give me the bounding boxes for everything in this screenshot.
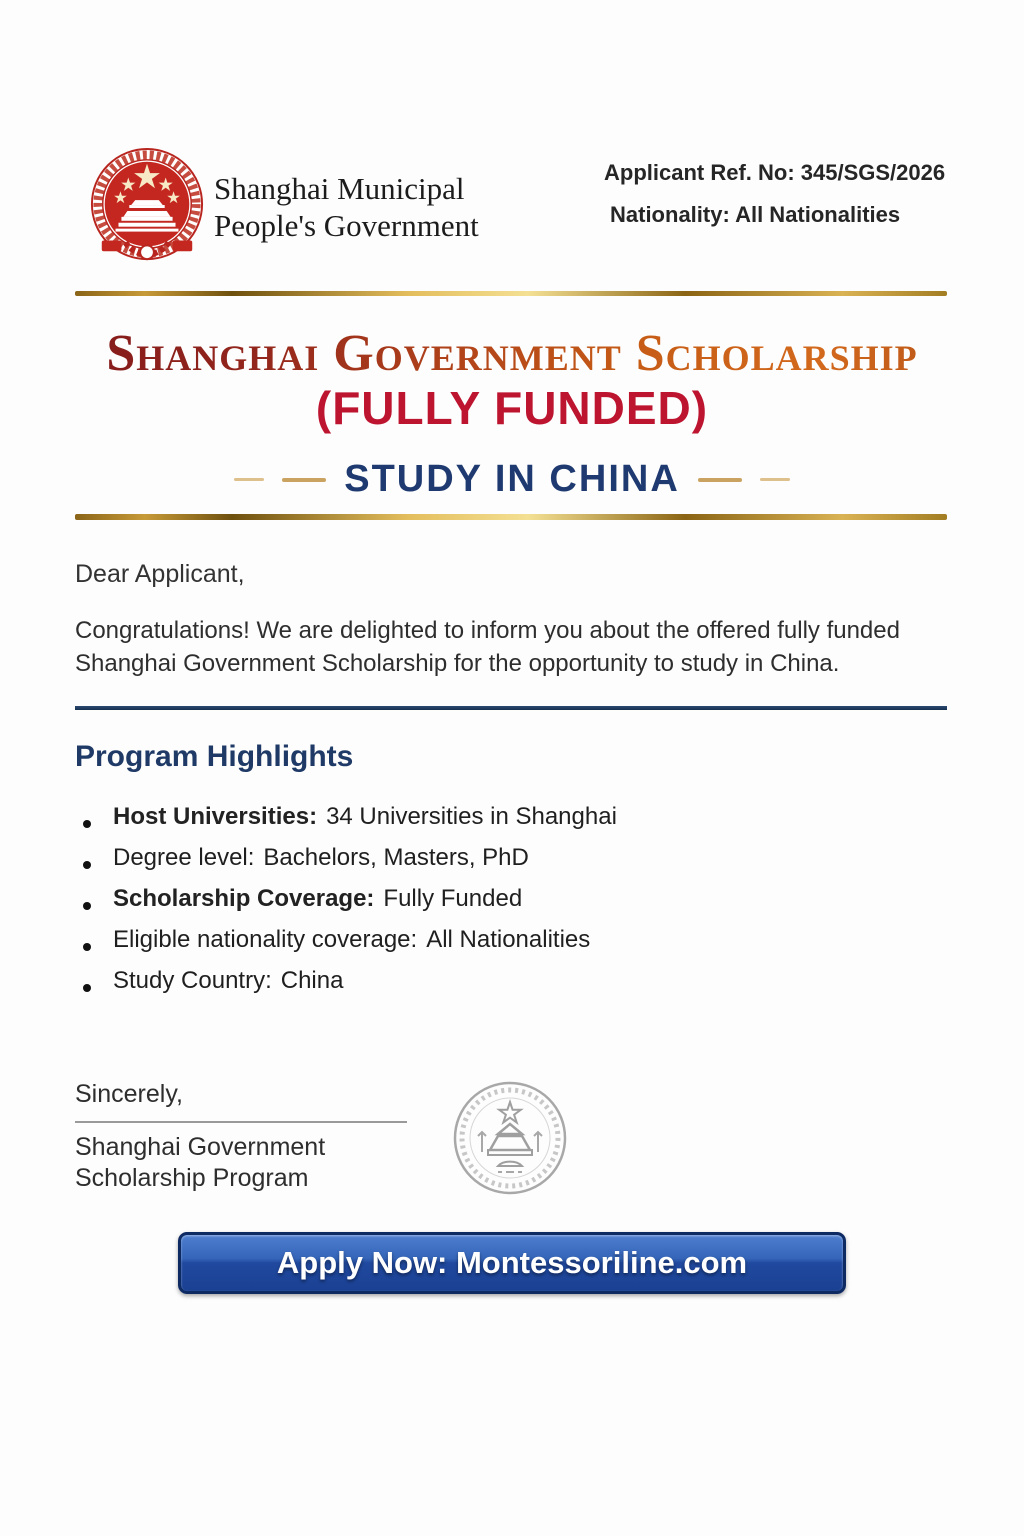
signature-organization [75, 1132, 325, 1194]
list-item [75, 885, 935, 926]
signature-line [75, 1121, 407, 1123]
bullet-dot-icon [83, 943, 91, 951]
highlight-value: Bachelors, Masters, PhD [263, 844, 529, 871]
program-highlights-list [75, 803, 935, 1008]
salutation: Dear Applicant, [75, 560, 245, 588]
list-item [75, 926, 935, 967]
applicant-nationality: Nationality: All Nationalities [610, 202, 901, 227]
official-round-seal-stamp-icon [448, 1076, 572, 1200]
list-item [75, 967, 935, 1008]
highlight-value: Fully Funded [383, 885, 523, 912]
study-in-china-row [0, 458, 1024, 501]
closing-sincerely: Sincerely, [75, 1080, 183, 1108]
highlight-label: Eligible nationality coverage: [113, 926, 418, 953]
scholarship-title: Shanghai Government Scholarship [0, 324, 1024, 383]
decorative-dash-left [282, 478, 326, 482]
china-national-emblem-logo [88, 146, 206, 270]
organization-name [214, 170, 479, 244]
bullet-dot-icon [83, 861, 91, 869]
bullet-dot-icon [83, 984, 91, 992]
highlight-value: 34 Universities in Shanghai [326, 803, 617, 830]
bullet-dot-icon [83, 902, 91, 910]
fully-funded-subtitle: (FULLY FUNDED) [315, 382, 709, 434]
highlight-value: China [280, 967, 344, 994]
highlight-value: All Nationalities [426, 926, 591, 953]
signature-org-line1: Shanghai Government [75, 1133, 326, 1161]
signature-org-line2: Scholarship Program [75, 1164, 309, 1192]
list-item [75, 844, 935, 885]
letter-body-paragraph: Congratulations! We are delighted to inform you about the offered fully funded Shanghai Government Scholarship for the opportunity to study in China. [75, 617, 900, 677]
apply-now-button-label: Apply Now: Montessoriline.com [276, 1245, 748, 1280]
decorative-dash-left-outer [234, 478, 264, 481]
highlight-label: Scholarship Coverage: [113, 885, 375, 912]
highlight-label: Degree level: [113, 844, 255, 871]
study-in-china-subtitle: STUDY IN CHINA [344, 458, 680, 500]
highlight-label: Host Universities: [113, 803, 318, 830]
apply-now-button[interactable] [178, 1232, 846, 1294]
navy-divider [75, 706, 947, 710]
decorative-dash-right-outer [760, 478, 790, 481]
organization-name-line2: People's Government [214, 208, 479, 243]
gold-divider-top [75, 291, 947, 296]
bullet-dot-icon [83, 820, 91, 828]
program-highlights-heading: Program Highlights [75, 740, 354, 773]
gold-divider-bottom [75, 514, 947, 520]
highlight-label: Study Country: [113, 967, 272, 994]
applicant-reference-block [604, 160, 945, 244]
decorative-dash-right [698, 478, 742, 482]
applicant-ref-number: Applicant Ref. No: 345/SGS/2026 [604, 160, 946, 185]
list-item [75, 803, 935, 844]
organization-name-line1: Shanghai Municipal [214, 171, 465, 206]
